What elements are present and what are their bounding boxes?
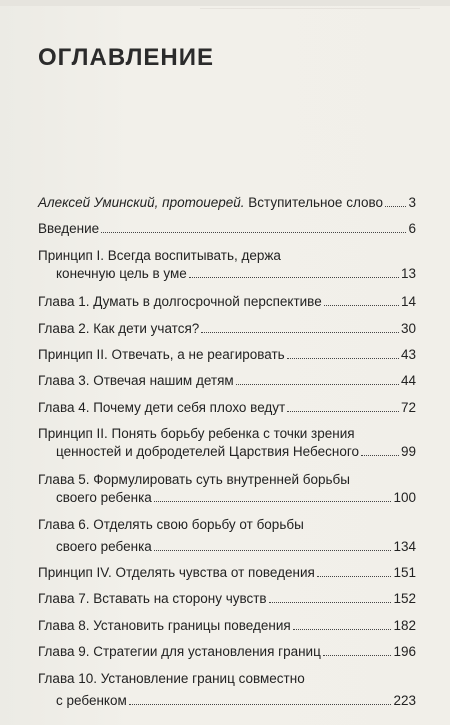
toc-entry-page: 72 [400, 400, 416, 415]
toc-entry-chapter-4 [38, 399, 416, 417]
toc-entry-page: 151 [393, 565, 416, 580]
leader-dots [317, 565, 392, 577]
toc-entry-title: Принцип II. Понять борьбу ребенка с точки зрения [38, 426, 355, 441]
toc-entry-page: 43 [400, 347, 416, 362]
toc-entry-title: Глава 8. Установить границы поведения [38, 618, 291, 633]
toc-entry-title: Глава 9. Стратегии для установления границ [38, 644, 321, 659]
leader-dots [323, 644, 392, 656]
leader-dots [154, 539, 392, 551]
toc-entry-principle-2 [38, 346, 416, 364]
toc-entry-title: Вступительное слово [248, 195, 384, 210]
toc-entry-title: Принцип I. Всегда воспитывать, держа [38, 248, 281, 263]
toc-entry-chapter-5 [38, 471, 416, 507]
toc-entry-title-cont: своего ребенка [56, 490, 152, 505]
leader-dots [293, 618, 392, 630]
toc-entry-page: 99 [400, 444, 416, 459]
leader-dots [385, 195, 406, 207]
toc-entry-chapter-6 [38, 516, 416, 556]
toc-entry-title: Глава 4. Почему дети себя плохо ведут [38, 400, 286, 415]
toc-entry-title: Принцип II. Отвечать, а не реагировать [38, 347, 285, 362]
leader-dots [189, 266, 399, 278]
toc-entry-title: Принцип IV. Отделять чувства от поведения [38, 565, 315, 580]
toc-entry-foreword [38, 194, 416, 212]
toc-entry-page: 44 [400, 373, 416, 388]
toc-entry-page: 30 [400, 321, 416, 336]
toc-entry-intro [38, 220, 416, 238]
toc-entry-chapter-3 [38, 372, 416, 390]
toc-entry-page: 3 [408, 195, 416, 210]
toc-entry-title: Глава 10. Установление границ совместно [38, 671, 305, 686]
leader-dots [287, 347, 399, 359]
toc-entry-title-cont: своего ребенка [56, 539, 152, 554]
toc-entry-title: Глава 6. Отделять свою борьбу от борьбы [38, 517, 304, 532]
toc-entry-title-cont: с ребенком [56, 693, 127, 708]
toc-entry-page: 13 [400, 266, 416, 281]
toc-entry-title: Глава 7. Вставать на сторону чувств [38, 591, 267, 606]
toc-entry-page: 182 [393, 618, 416, 633]
toc-entry-title: Глава 5. Формулировать суть внутренней борьбы [38, 472, 350, 487]
show-through-header [200, 8, 420, 19]
toc-entry-author: Алексей Уминский, протоиерей. [38, 195, 245, 210]
leader-dots [129, 693, 392, 705]
toc-entry-title: Введение [38, 221, 100, 236]
toc-entry-chapter-8 [38, 617, 416, 635]
page-title: ОГЛАВЛЕНИЕ [38, 44, 215, 71]
page-top-edge [0, 0, 450, 6]
leader-dots [361, 444, 399, 456]
toc-entry-chapter-9 [38, 643, 416, 661]
toc-entry-chapter-2 [38, 320, 416, 338]
toc-entry-page: 223 [393, 693, 416, 708]
leader-dots [236, 373, 399, 385]
toc-entry-title: Глава 2. Как дети учатся? [38, 321, 200, 336]
toc-entry-title-cont: конечную цель в уме [56, 266, 187, 281]
toc-entry-chapter-7 [38, 590, 416, 608]
toc-entry-page: 134 [393, 539, 416, 554]
toc-entry-title-cont: ценностей и добродетелей Царствия Небесного [56, 444, 359, 459]
toc-entry-page: 152 [393, 591, 416, 606]
toc-entry-chapter-1 [38, 293, 416, 311]
leader-dots [101, 221, 406, 233]
toc-entry-page: 14 [400, 294, 416, 309]
toc-entry-page: 196 [393, 644, 416, 659]
toc-entry-chapter-10 [38, 670, 416, 710]
toc-entry-principle-1 [38, 247, 416, 283]
toc-entry-title: Глава 3. Отвечая нашим детям [38, 373, 234, 388]
toc-entry-page: 6 [408, 221, 416, 236]
toc-entry-title: Глава 1. Думать в долгосрочной перспективе [38, 294, 322, 309]
leader-dots [287, 400, 399, 412]
toc-entry-principle-4 [38, 564, 416, 582]
leader-dots [269, 591, 392, 603]
leader-dots [201, 321, 399, 333]
leader-dots [154, 490, 392, 502]
leader-dots [324, 294, 399, 306]
toc-entry-principle-3 [38, 425, 416, 461]
toc-entry-page: 100 [393, 490, 416, 505]
